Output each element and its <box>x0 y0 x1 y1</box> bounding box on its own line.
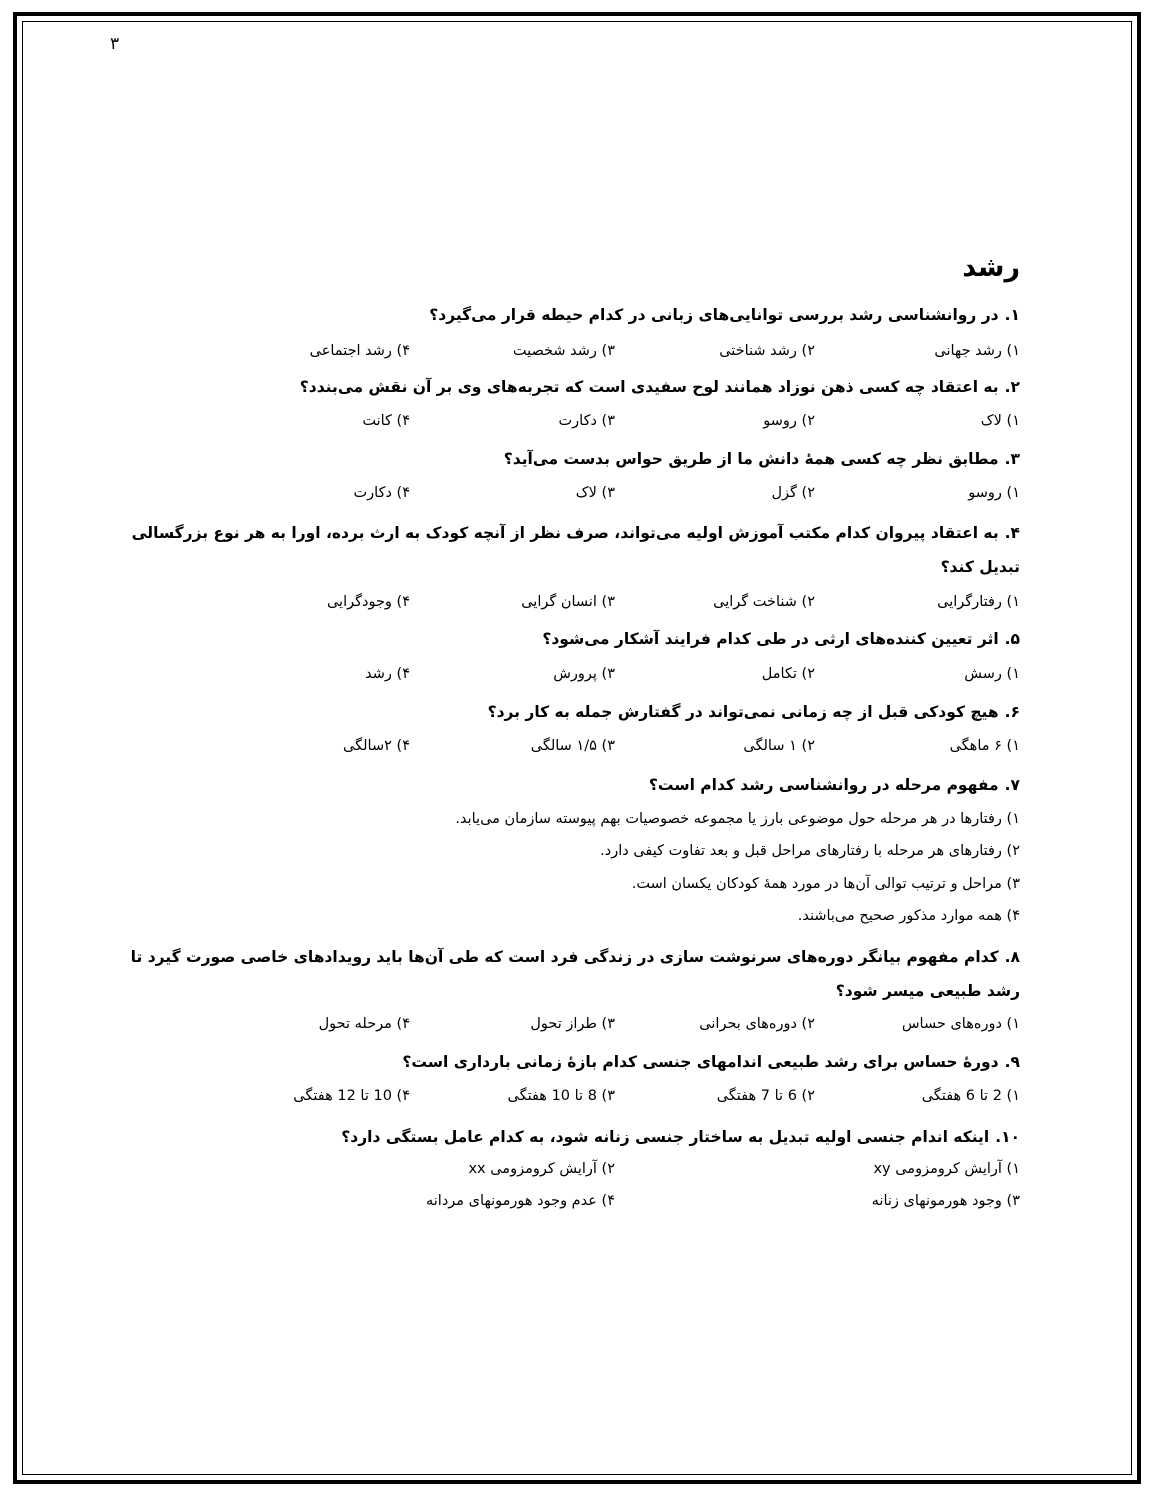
option: ۳) مراحل و ترتیب توالی آن‌ها در مورد همهٔ کودکان یکسان است. <box>631 876 1020 892</box>
question-text: دورهٔ حساس برای رشد طبیعی اندامهای جنسی کدام بازهٔ زمانی بارداری است؟ <box>402 1053 999 1071</box>
option: ۳) انسان گرایی <box>521 594 615 610</box>
option: ۲) روسو <box>763 413 815 429</box>
option: ۱) آرایش کرومزومی xy <box>873 1161 1020 1177</box>
option: ۴) رشد <box>365 666 410 682</box>
question-9 <box>105 1045 1020 1079</box>
question-6 <box>105 695 1020 729</box>
question-2 <box>105 370 1020 404</box>
option: ۴) کانت <box>362 413 410 429</box>
option: ۱) رسش <box>964 666 1020 682</box>
question-text: به اعتقاد پیروان کدام مکتب آموزش اولیه می‌تواند، صرف نظر از آنچه کودک به ارث برده، اورا به هر نوع بزرگسالی تبدیل کند؟ <box>131 524 1020 576</box>
option: ۱) رفتارها در هر مرحله حول موضوعی بارز یا مجموعه خصوصیات بهم پیوسته سازمان می‌یابد. <box>455 811 1020 827</box>
page-number: ۳ <box>110 34 120 54</box>
question-text: کدام مفهوم بیانگر دوره‌های سرنوشت سازی در زندگی فرد است که طی آن‌ها باید رویدادهای خاصی صورت گیرد تا رشد طبیعی میسر شود؟ <box>130 948 1020 1000</box>
question-number: ۱. <box>1004 306 1020 324</box>
option: ۱) 2 تا 6 هفتگی <box>921 1088 1020 1104</box>
option: ۳) ۱/۵ سالگی <box>530 738 615 754</box>
question-text: مفهوم مرحله در روانشناسی رشد کدام است؟ <box>648 776 999 794</box>
option: ۳) 8 تا 10 هفتگی <box>507 1088 615 1104</box>
question-text: مطابق نظر چه کسی همهٔ دانش ما از طریق حواس بدست می‌آید؟ <box>503 450 999 468</box>
option: ۳) پرورش <box>553 666 615 682</box>
option: ۳) وجود هورمونهای زنانه <box>871 1193 1020 1209</box>
question-text: به اعتقاد چه کسی ذهن نوزاد همانند لوح سفیدی است که تجربه‌های وی بر آن نقش می‌بندد؟ <box>299 378 999 396</box>
option: ۲) 6 تا 7 هفتگی <box>716 1088 815 1104</box>
question-1 <box>105 298 1020 332</box>
option: ۴) رشد اجتماعی <box>309 343 410 359</box>
option: ۲) ۱ سالگی <box>743 738 815 754</box>
option: ۲) رفتارهای هر مرحله با رفتارهای مراحل قبل و بعد تفاوت کیفی دارد. <box>600 843 1020 859</box>
question-text: اینکه اندام جنسی اولیه تبدیل به ساختار جنسی زنانه شود، به کدام عامل بستگی دارد؟ <box>341 1128 990 1146</box>
option: ۴) ۲سالگی <box>343 738 410 754</box>
option: ۴) دکارت <box>353 485 410 501</box>
option: ۱) لاک <box>980 413 1020 429</box>
option: ۲) رشد شناختی <box>719 343 815 359</box>
question-3 <box>105 442 1020 476</box>
option: ۳) لاک <box>575 485 615 501</box>
question-number: ۶. <box>1004 703 1020 721</box>
question-number: ۳. <box>1004 450 1020 468</box>
option: ۴) مرحله تحول <box>318 1016 410 1032</box>
option: ۲) آرایش کرومزومی xx <box>468 1161 615 1177</box>
option: ۱) دوره‌های حساس <box>901 1016 1020 1032</box>
question-number: ۱۰. <box>995 1128 1020 1146</box>
question-7 <box>105 768 1020 802</box>
option: ۱) رفتارگرایی <box>937 594 1020 610</box>
question-text: در روانشناسی رشد بررسی توانایی‌های زبانی در کدام حیطه قرار می‌گیرد؟ <box>429 306 999 324</box>
question-text: اثر تعیین کننده‌های ارثی در طی کدام فرایند آشکار می‌شود؟ <box>542 630 999 648</box>
question-number: ۸. <box>1004 948 1020 966</box>
question-number: ۷. <box>1004 776 1020 794</box>
option: ۴) 10 تا 12 هفتگی <box>293 1088 410 1104</box>
option: ۲) تکامل <box>761 666 815 682</box>
question-text: هیچ کودکی قبل از چه زمانی نمی‌تواند در گفتارش جمله به کار برد؟ <box>487 703 999 721</box>
section-title: رشد <box>962 252 1020 283</box>
option: ۲) شناخت گرایی <box>713 594 815 610</box>
option: ۲) دوره‌های بحرانی <box>699 1016 815 1032</box>
option: ۴) وجودگرایی <box>326 594 410 610</box>
option: ۱) رشد جهانی <box>934 343 1020 359</box>
question-10 <box>105 1120 1020 1154</box>
option: ۳) رشد شخصیت <box>512 343 615 359</box>
option: ۴) عدم وجود هورمونهای مردانه <box>426 1193 615 1209</box>
option: ۳) طراز تحول <box>530 1016 615 1032</box>
document-body <box>105 0 1020 1502</box>
option: ۱) ۶ ماهگی <box>949 738 1020 754</box>
question-number: ۲. <box>1004 378 1020 396</box>
question-number: ۹. <box>1004 1053 1020 1071</box>
option: ۳) دکارت <box>558 413 615 429</box>
option: ۱) روسو <box>968 485 1020 501</box>
question-4 <box>105 516 1020 584</box>
question-8 <box>105 940 1020 1008</box>
option: ۲) گزل <box>771 485 815 501</box>
option: ۴) همه موارد مذکور صحیح می‌باشند. <box>797 908 1020 924</box>
question-number: ۵. <box>1004 630 1020 648</box>
question-5 <box>105 622 1020 656</box>
question-number: ۴. <box>1004 524 1020 542</box>
